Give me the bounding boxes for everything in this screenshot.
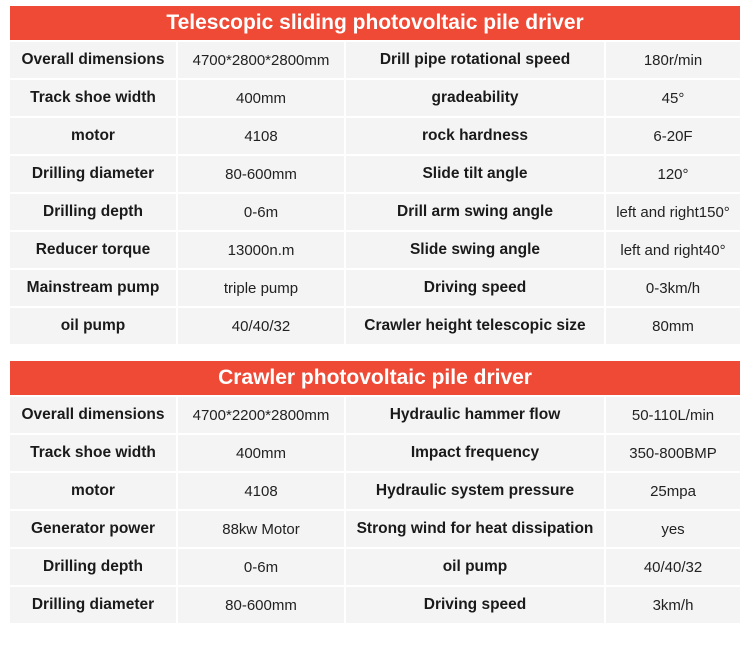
- spec-label: Track shoe width: [10, 80, 176, 116]
- spec-value: 400mm: [178, 435, 344, 471]
- spec-label: Generator power: [10, 511, 176, 547]
- spec-value: left and right150°: [606, 194, 740, 230]
- table-row: [10, 435, 740, 471]
- table-row: [10, 232, 740, 268]
- spec-value: triple pump: [178, 270, 344, 306]
- spec-label: Crawler height telescopic size: [346, 308, 604, 344]
- spec-label: Slide swing angle: [346, 232, 604, 268]
- table-row: [10, 549, 740, 585]
- spec-label: Hydraulic hammer flow: [346, 397, 604, 433]
- spec-value: left and right40°: [606, 232, 740, 268]
- spec-table-crawler: [8, 359, 742, 625]
- spec-value: 4108: [178, 473, 344, 509]
- spec-value: 50-110L/min: [606, 397, 740, 433]
- spec-label: Impact frequency: [346, 435, 604, 471]
- spec-value: 80-600mm: [178, 156, 344, 192]
- spec-value: 180r/min: [606, 42, 740, 78]
- spec-value: 88kw Motor: [178, 511, 344, 547]
- spec-value: 6-20F: [606, 118, 740, 154]
- table-row: [10, 118, 740, 154]
- spec-value: 0-3km/h: [606, 270, 740, 306]
- spec-label: Drill pipe rotational speed: [346, 42, 604, 78]
- table-row: [10, 80, 740, 116]
- spec-label: Drill arm swing angle: [346, 194, 604, 230]
- spec-label: Slide tilt angle: [346, 156, 604, 192]
- spec-label: Mainstream pump: [10, 270, 176, 306]
- spec-value: 40/40/32: [606, 549, 740, 585]
- spec-label: Overall dimensions: [10, 397, 176, 433]
- spec-label: Reducer torque: [10, 232, 176, 268]
- spec-value: 4700*2200*2800mm: [178, 397, 344, 433]
- table-title: Telescopic sliding photovoltaic pile driver: [10, 6, 740, 40]
- spec-label: Hydraulic system pressure: [346, 473, 604, 509]
- spec-value: 4108: [178, 118, 344, 154]
- spec-value: 3km/h: [606, 587, 740, 623]
- spec-value: 0-6m: [178, 194, 344, 230]
- table-row: [10, 156, 740, 192]
- spec-value: 4700*2800*2800mm: [178, 42, 344, 78]
- spec-label: Drilling depth: [10, 549, 176, 585]
- spec-value: 80mm: [606, 308, 740, 344]
- spec-label: oil pump: [346, 549, 604, 585]
- table-row: [10, 308, 740, 344]
- spec-label: Drilling diameter: [10, 156, 176, 192]
- spec-value: 80-600mm: [178, 587, 344, 623]
- spec-label: Driving speed: [346, 587, 604, 623]
- table-row: [10, 194, 740, 230]
- spec-label: Track shoe width: [10, 435, 176, 471]
- spec-value: 25mpa: [606, 473, 740, 509]
- spec-value: 120°: [606, 156, 740, 192]
- table-row: [10, 511, 740, 547]
- spec-label: motor: [10, 118, 176, 154]
- spec-label: gradeability: [346, 80, 604, 116]
- spec-label: oil pump: [10, 308, 176, 344]
- spec-label: motor: [10, 473, 176, 509]
- spec-label: Drilling depth: [10, 194, 176, 230]
- table-title: Crawler photovoltaic pile driver: [10, 361, 740, 395]
- spec-value: yes: [606, 511, 740, 547]
- spec-value: 40/40/32: [178, 308, 344, 344]
- spec-value: 350-800BMP: [606, 435, 740, 471]
- table-row: [10, 270, 740, 306]
- spec-value: 45°: [606, 80, 740, 116]
- table-row: [10, 42, 740, 78]
- spec-label: Drilling diameter: [10, 587, 176, 623]
- spec-value: 0-6m: [178, 549, 344, 585]
- table-row: [10, 587, 740, 623]
- spec-label: Strong wind for heat dissipation: [346, 511, 604, 547]
- table-row: [10, 397, 740, 433]
- spec-label: rock hardness: [346, 118, 604, 154]
- table-row: [10, 473, 740, 509]
- spec-table-telescopic: [8, 4, 742, 346]
- spec-label: Driving speed: [346, 270, 604, 306]
- spec-value: 13000n.m: [178, 232, 344, 268]
- spec-label: Overall dimensions: [10, 42, 176, 78]
- spec-value: 400mm: [178, 80, 344, 116]
